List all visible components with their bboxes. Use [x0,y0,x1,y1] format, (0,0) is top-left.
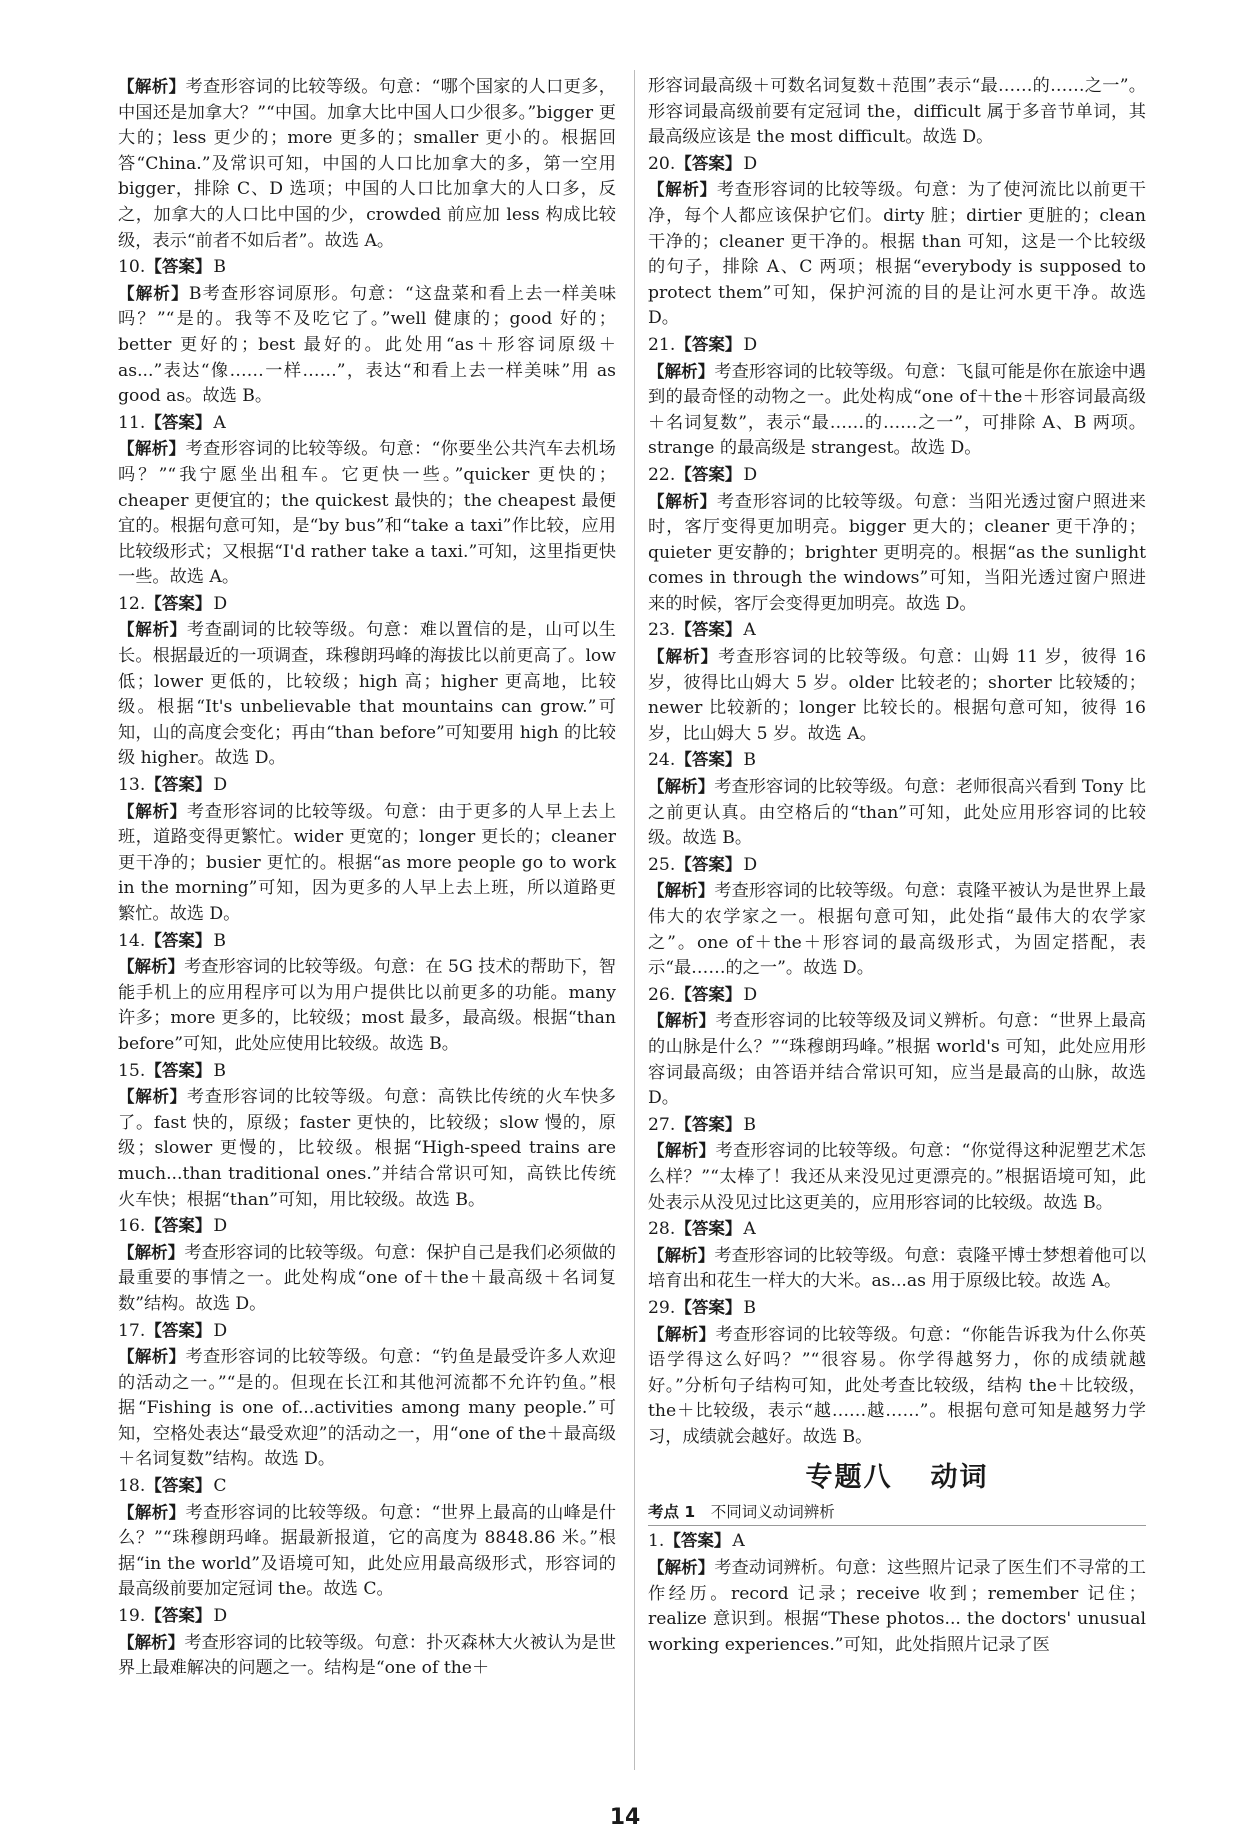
question-number: 17. [118,1320,146,1341]
answer-choice: B [213,1060,226,1081]
analysis-text: 考查形容词的比较等级。句意：“你能告诉我为什么你英语学得这么好吗？”“很容易。你学得越努力，你的成绩就越好。”分析句子结构可知，此处考查比较级，结构 the＋比较级，the＋比较级，表示“越……越……”。根据句意可知是越努力学习，成绩就会越好。故选 B。 [648,1324,1146,1447]
analysis-block [648,489,1146,618]
analysis-tag: 【解析】 [118,1502,186,1522]
answer-line [118,928,616,955]
answer-tag: 【答案】 [675,1114,742,1134]
analysis-text: 考查形容词的比较等级。句意：山姆 11 岁，彼得 16 岁，彼得比山姆大 5 岁。older 比较老的；shorter 比较矮的；newer 比较新的；longer 比较长的。根据句意可知，彼得 16 岁，比山姆大 5 岁。故选 A。 [648,647,1146,744]
question-number: 28. [648,1219,676,1240]
analysis-tag: 【解析】 [648,1558,715,1578]
analysis-block [648,774,1146,852]
analysis-tag: 【解析】 [118,283,189,303]
kaodian-heading [648,1500,1146,1526]
analysis-block [648,1243,1146,1295]
analysis-text: 考查形容词的比较等级。句意：袁隆平博士梦想着他可以培育出和花生一样大的大米。as...as 用于原级比较。故选 A。 [648,1245,1146,1292]
question-number: 22. [648,464,676,485]
answer-choice: A [743,620,756,641]
answer-tag: 【答案】 [675,620,742,640]
answer-line [648,1295,1146,1322]
analysis-text: B考查形容词原形。句意：“这盘菜和看上去一样美味吗？”“是的。我等不及吃它了。”well 健康的；good 好的；better 更好的；best 最好的。此处用“as＋形容词原级＋as...”表达“像……一样……”，表达“和看上去一样美味”用 as good as。故选 B。 [118,283,617,407]
question-number: 16. [118,1216,146,1237]
analysis-block [648,1555,1146,1658]
answer-line [648,852,1146,879]
analysis-tag: 【解析】 [648,1011,716,1031]
analysis-block [118,799,616,928]
answer-line [118,1213,616,1240]
analysis-text: 考查形容词的比较等级。句意：扑灭森林大火被认为是世界上最难解决的问题之一。结构是“one of the＋ [118,1632,616,1679]
question-number: 24. [648,750,676,771]
answer-tag: 【答案】 [675,153,742,173]
analysis-text: 考查形容词的比较等级。句意：袁隆平被认为是世界上最伟大的农学家之一。根据句意可知，此处指“最伟大的农学家之”。one of＋the＋形容词的最高级形式，为固定搭配，表示“最……的之一”。故选 D。 [648,881,1146,979]
answer-tag: 【答案】 [145,1060,212,1080]
analysis-block [648,177,1146,332]
question-number: 21. [648,334,676,355]
left-column [118,74,616,1682]
answer-line [118,1058,616,1085]
analysis-block [648,878,1146,981]
answer-line [648,462,1146,489]
question-number: 23. [648,620,676,641]
question-number: 27. [648,1114,676,1135]
right-column [648,74,1146,1658]
analysis-text: 考查形容词的比较等级。句意：由于更多的人早上去上班，道路变得更繁忙。wider 更宽的；longer 更长的；cleaner 更干净的；busier 更忙的。根据“as more people go to work in the morning”可知，因为更多的人早上去上班，所以道路更繁忙。故选 D。 [118,801,616,924]
answer-choice: A [213,412,226,433]
question-number: 29. [648,1297,676,1318]
answer-tag: 【答案】 [675,334,742,354]
analysis-text: 考查副词的比较等级。句意：难以置信的是，山可以生长。根据最近的一项调查，珠穆朗玛峰的海拔比以前更高了。low 低；lower 更低的，比较级；high 高；higher 更高地，比较级。根据“It's unbelievable that mountains can grow.”可知，山的高度会变化；再由“than before”可知要用 high 的比较级 higher。故选 D。 [118,620,616,769]
answer-choice: D [743,984,758,1005]
answer-choice: D [213,1606,228,1627]
analysis-tag: 【解析】 [648,881,715,901]
analysis-text: 考查形容词的比较等级及词义辨析。句意：“世界上最高的山脉是什么？”“珠穆朗玛峰。”根据 world's 可知，此处应用形容词最高级；由答语并结合常识可知，应当是最高的山脉，故选 D。 [648,1011,1146,1109]
question-number: 12. [118,593,146,614]
analysis-tag: 【解析】 [118,620,187,640]
analysis-tag: 【解析】 [648,1245,715,1265]
analysis-block [118,1344,616,1473]
analysis-block [118,617,616,772]
answer-line [648,1216,1146,1243]
analysis-block [118,281,616,410]
analysis-text: 考查形容词的比较等级。句意：当阳光透过窗户照进来时，客厅变得更加明亮。bigger 更大的；cleaner 更干净的；quieter 更安静的；brighter 更明亮的。根据“as the sunlight comes in through the windows”可知，当阳光透过窗户照进来的时候，客厅会变得更加明亮。故选 D。 [648,491,1146,614]
answer-line [648,747,1146,774]
question-number: 10. [118,257,146,278]
answer-tag: 【答案】 [675,984,742,1004]
analysis-block [648,359,1146,462]
answer-line [118,1473,616,1500]
analysis-text: 考查动词辨析。句意：这些照片记录了医生们不寻常的工作经历。record 记录；receive 收到；remember 记住；realize 意识到。根据“These photos... the doctors' unusual working experiences.”可知，此处指照片记录了医 [648,1558,1146,1655]
kaodian-text: 不同词义动词辨析 [710,1503,835,1522]
answer-choice: A [732,1531,745,1552]
analysis-block [648,1322,1146,1451]
answer-line [118,410,616,437]
analysis-text: 考查形容词的比较等级。句意：保护自己是我们必须做的最重要的事情之一。此处构成“one of＋the＋最高级＋名词复数”结构。故选 D。 [118,1242,616,1314]
answer-tag: 【答案】 [675,1219,742,1239]
question-number: 20. [648,153,676,174]
analysis-text: 考查形容词的比较等级。句意：“你要坐公共汽车去机场吗？”“我宁愿坐出租车。它更快一些。”quicker 更快的；cheaper 更便宜的；the quickest 最快的；the cheapest 最便宜的。根据句意可知，是“by bus”和“take a taxi”作比较，应用比较级形式；又根据“I'd rather take a taxi.”可知，这里指更快一些。故选 A。 [118,439,616,588]
answer-line [648,332,1146,359]
answer-tag: 【答案】 [675,464,742,484]
analysis-block [648,1008,1146,1111]
answer-line [648,151,1146,178]
answer-line [118,772,616,799]
question-number: 26. [648,984,676,1005]
answer-choice: D [743,153,758,174]
analysis-block [648,644,1146,747]
answer-choice: B [213,930,226,951]
answer-tag: 【答案】 [145,1320,212,1340]
analysis-block [118,74,616,254]
kaodian-label: 考点 1 [648,1503,696,1522]
section-title [648,1456,1146,1500]
question-number: 19. [118,1606,146,1627]
analysis-block [118,436,616,591]
analysis-tag: 【解析】 [118,439,186,459]
analysis-tag: 【解析】 [648,1324,716,1344]
answer-line [118,1318,616,1345]
analysis-block [118,1630,616,1682]
analysis-tag: 【解析】 [118,801,187,821]
question-number: 14. [118,930,146,951]
analysis-block [118,1500,616,1603]
answer-line [648,617,1146,644]
analysis-text: 考查形容词的比较等级。句意：高铁比传统的火车快多了。fast 快的，原级；faster 更快的，比较级；slow 慢的，原级；slower 更慢的，比较级。根据“High-speed trains are much...than traditional ones.”并结合常识可知，高铁比传统火车快；根据“than”可知，用比较级。故选 B。 [118,1087,616,1210]
answer-tag: 【答案】 [145,257,212,277]
analysis-text: 考查形容词的比较等级。句意：在 5G 技术的帮助下，智能手机上的应用程序可以为用户提供比以前更多的功能。many 许多；more 更多的，比较级；most 最多，最高级。根据“than before”可知，此处应使用比较级。故选 B。 [118,957,616,1054]
section-title-name: 动词 [930,1462,989,1494]
answer-choice: A [743,1219,756,1240]
answer-tag: 【答案】 [145,930,212,950]
analysis-tag: 【解析】 [648,1141,716,1161]
answer-tag: 【答案】 [664,1531,731,1551]
analysis-block [118,954,616,1057]
answer-tag: 【答案】 [675,1297,742,1317]
analysis-tag: 【解析】 [648,491,717,511]
answer-tag: 【答案】 [145,412,212,432]
analysis-tag: 【解析】 [118,1242,185,1262]
analysis-text: 考查形容词的比较等级。句意：老师很高兴看到 Tony 比之前更认真。由空格后的“than”可知，此处应用形容词的比较级。故选 B。 [648,777,1146,849]
answer-line [118,254,616,281]
analysis-text: 考查形容词的比较等级。句意：“世界上最高的山峰是什么？”“珠穆朗玛峰。据最新报道，它的高度为 8848.86 米。”根据“in the world”及语境可知，此处应用最高级形式，形容词的最高级前要加定冠词 the。故选 C。 [118,1502,616,1600]
answer-choice: B [743,1114,756,1135]
analysis-block [118,1084,616,1213]
analysis-tag: 【解析】 [118,957,185,977]
answer-choice: D [213,775,228,796]
answer-tag: 【答案】 [145,1476,212,1496]
analysis-block [648,1138,1146,1216]
analysis-tag: 【解析】 [648,361,715,381]
continued-text: 形容词最高级＋可数名词复数＋范围”表示“最……的……之一”。形容词最高级前要有定冠词 the，difficult 属于多音节单词，其最高级应该是 the most difficult。故选 D。 [648,76,1146,148]
column-divider [634,70,635,1770]
answer-choice: B [743,750,756,771]
analysis-tag: 【解析】 [118,1632,185,1652]
question-number: 11. [118,412,146,433]
answer-choice: B [213,257,226,278]
analysis-text: 考查形容词的比较等级。句意：“你觉得这种泥塑艺术怎么样？”“太棒了！我还从来没见过更漂亮的。”根据语境可知，此处表示从没见过比这更美的，应用形容词的比较级。故选 B。 [648,1141,1146,1213]
analysis-text: 考查形容词的比较等级。句意：“钓鱼是最受许多人欢迎的活动之一。”“是的。但现在长江和其他河流都不允许钓鱼。”根据“Fishing is one of...activities among many people.”可知，空格处表达“最受欢迎”的活动之一，用“one of the＋最高级＋名词复数”结构。故选 D。 [118,1347,616,1470]
answer-choice: D [213,1320,228,1341]
answer-line [648,982,1146,1009]
question-number: 13. [118,775,146,796]
analysis-block [118,1240,616,1318]
question-number: 18. [118,1476,146,1497]
answer-tag: 【答案】 [145,775,212,795]
analysis-text: 考查形容词的比较等级。句意：为了使河流比以前更干净，每个人都应该保护它们。dirty 脏；dirtier 更脏的；clean 干净的；cleaner 更干净的。根据 than 可知，这是一个比较级的句子，排除 A、C 两项；根据“everybody is supposed to protect them”可知，保护河流的目的是让河水更干净。故选 D。 [648,180,1146,329]
answer-tag: 【答案】 [145,1606,212,1626]
analysis-text: 考查形容词的比较等级。句意：“哪个国家的人口更多，中国还是加拿大？”“中国。加拿大比中国人口少很多。”bigger 更大的；less 更少的；more 更多的；smaller 更小的。根据回答“China.”及常识可知，中国的人口比加拿大的多，第一空用 bigger，排除 C、D 选项；中国的人口比加拿大的人口多，反之，加拿大的人口比中国的少，crowded 前应加 less 构成比较级，表示“前者不如后者”。故选 A。 [118,77,616,251]
answer-choice: D [743,854,758,875]
answer-line [648,1528,1146,1555]
answer-tag: 【答案】 [145,1216,212,1236]
page-number: 14 [609,1805,641,1830]
answer-line [118,1603,616,1630]
analysis-tag: 【解析】 [648,180,717,200]
answer-choice: D [743,464,758,485]
analysis-tag: 【解析】 [648,647,719,667]
answer-tag: 【答案】 [145,593,212,613]
answer-tag: 【答案】 [675,854,742,874]
answer-choice: C [213,1476,227,1497]
question-number: 25. [648,854,676,875]
answer-choice: D [743,334,758,355]
analysis-text: 考查形容词的比较等级。句意：飞鼠可能是你在旅途中遇到的最奇怪的动物之一。此处构成“one of＋the＋形容词最高级＋名词复数”，表示“最……的……之一”，可排除 A、B 两项。strange 的最高级是 strangest。故选 D。 [648,361,1146,459]
answer-tag: 【答案】 [675,750,742,770]
analysis-tag: 【解析】 [118,77,186,96]
answer-choice: D [213,1216,228,1237]
answer-choice: B [743,1297,756,1318]
question-number: 15. [118,1060,146,1081]
answer-line [118,591,616,618]
analysis-tag: 【解析】 [118,1087,187,1107]
answer-choice: D [213,593,228,614]
analysis-tag: 【解析】 [648,777,715,797]
question-number: 1. [648,1531,665,1552]
answer-line [648,1112,1146,1139]
section-title-number: 专题八 [805,1462,893,1494]
analysis-tag: 【解析】 [118,1347,186,1367]
